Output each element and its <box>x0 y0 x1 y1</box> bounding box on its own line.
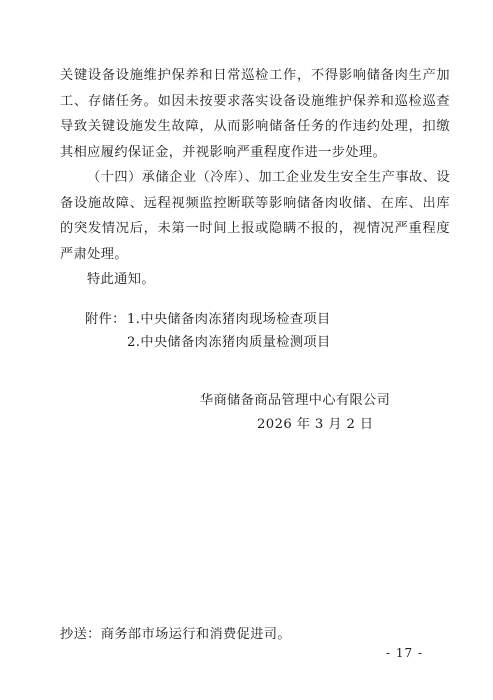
paragraph-continued: 关键设备设施维护保养和日常巡检工作，不得影响储备肉生产加工、存储任务。如因未按要求落实设备设施维护保养和巡检巡查导致关键设施发生故障，从而影响储备任务的作违约处理，扣缴其相应履约保证金，并视影响严重程度作进一步处理。 <box>60 68 450 160</box>
attachment-row-1 <box>85 308 331 331</box>
issuing-organization: 华商储备商品管理中心有限公司 <box>200 393 391 408</box>
page-number: - 17 - <box>386 646 424 660</box>
notice-closing: 特此通知。 <box>87 272 155 287</box>
issue-date: 2026 年 3 月 2 日 <box>257 417 374 432</box>
attachment-row-2 <box>85 331 331 354</box>
signature-block <box>200 389 390 437</box>
copy-to-line: 抄送：商务部市场运行和消费促进司。 <box>60 627 291 642</box>
attachments-label: 附件： <box>85 312 126 327</box>
attachments-section <box>85 308 331 354</box>
attachment-item-1: 1.中央储备肉冻猪肉现场检查项目 <box>127 312 331 327</box>
paragraph-item-14: （十四）承储企业（冷库）、加工企业发生安全生产事故、设备设施故障、远程视频监控断联等影响储备肉收储、在库、出库的突发情况后，未第一时间上报或隐瞒不报的，视情况严重程度严肃处理。 <box>60 170 450 262</box>
document-body <box>60 63 450 293</box>
attachment-item-2: 2.中央储备肉冻猪肉质量检测项目 <box>127 335 331 350</box>
